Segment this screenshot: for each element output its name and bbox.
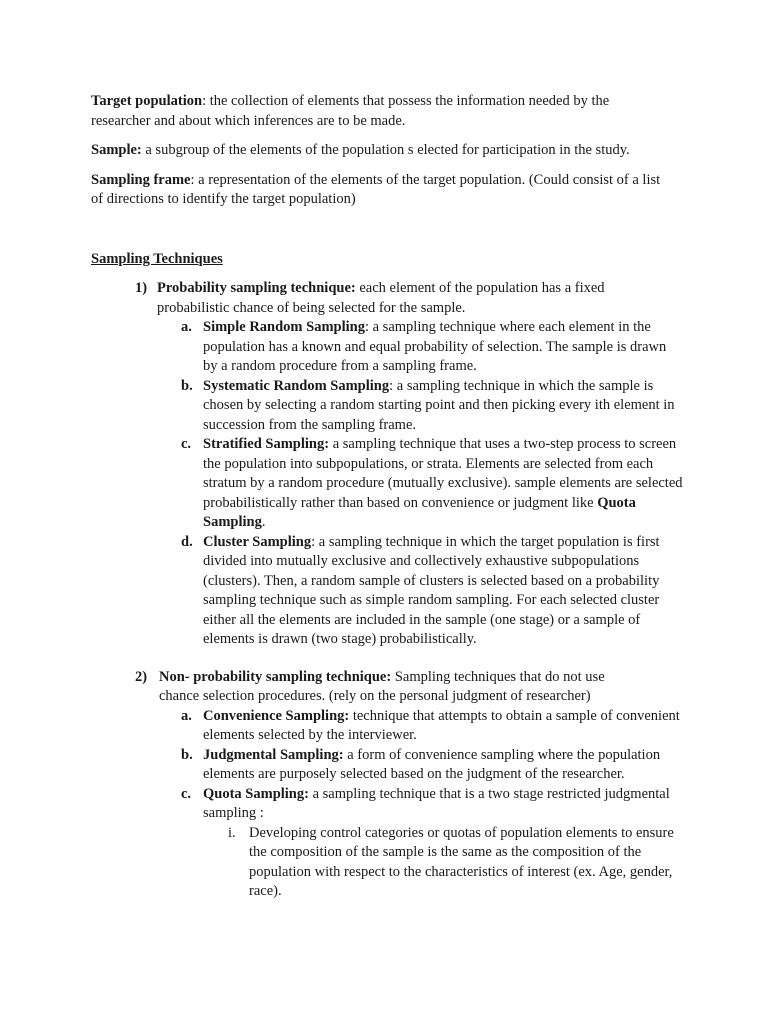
list-item-convenience [181, 707, 683, 746]
list-item-non-probability [135, 668, 639, 707]
definition-sample [91, 141, 671, 161]
list-marker: b. [181, 377, 193, 394]
list-marker: b. [181, 746, 193, 763]
systematic-random-text: : a sampling technique in which the sample is chosen by selecting a random starting point and then picking every ith element in succession from the sampling frame. [203, 377, 675, 433]
list-marker: i. [228, 824, 236, 841]
stratified-text: a sampling technique that uses a two-step process to screen the population into subpopulations, or strata. Elements are selected from each stratum by a random procedure (mutually exclusive). sample elements are selected probabilistically rather than based on convenience or judgment like [203, 436, 683, 511]
non-probability-text: Sampling techniques that do not use chance selection procedures. (rely on the personal judgment of researcher) [159, 668, 605, 704]
term-cluster: Cluster Sampling [203, 533, 312, 550]
list-item-simple-random [181, 318, 683, 377]
judgmental-text: a form of convenience sampling where the population elements are purposely selected based on the judgment of the researcher. [203, 746, 661, 782]
list-marker: 1) [135, 280, 148, 296]
simple-random-text: : a sampling technique where each element in the population has a known and equal probability of selection. The sample is drawn by a random procedure from a sampling frame. [203, 319, 667, 374]
list-marker: a. [181, 319, 192, 335]
list-item-quota-step-1 [228, 824, 689, 902]
list-marker: c. [181, 436, 192, 452]
definition-target-population-text: : the collection of elements that possess the information needed by the researcher and about which inferences are to be made. [91, 93, 610, 129]
list-item-probability [135, 279, 637, 318]
list-item-judgmental [181, 746, 683, 785]
convenience-text: technique that attempts to obtain a sample of convenient elements selected by the interviewer. [203, 707, 680, 743]
list-marker: a. [181, 707, 192, 724]
section-heading: Sampling Techniques [91, 250, 223, 267]
term-convenience: Convenience Sampling: [203, 707, 350, 724]
list-item-systematic-random [181, 377, 683, 436]
list-item-stratified [181, 435, 683, 533]
definition-sampling-frame [91, 171, 671, 210]
list-marker: c. [181, 785, 192, 802]
term-non-probability: Non- probability sampling technique: [159, 668, 392, 685]
probability-sublist [181, 318, 683, 650]
term-quota-reference: Quota Sampling [203, 494, 636, 530]
list-marker: d. [181, 533, 193, 550]
non-probability-sublist [181, 707, 683, 824]
list-marker: 2) [135, 668, 148, 685]
probability-text: each element of the population has a fixed probabilistic chance of being selected for the sample. [157, 280, 605, 316]
definition-target-population [91, 92, 671, 131]
quota-text: a sampling technique that is a two stage restricted judgmental sampling : [203, 785, 670, 821]
list-item-cluster [181, 533, 683, 650]
quota-step-1-text: Developing control categories or quotas of population elements to ensure the composition of the sample is the same as the composition of the population with respect to the characteristics of interest (ex. Age, gender, race). [249, 824, 674, 899]
term-sample: Sample: [91, 142, 142, 158]
term-judgmental: Judgmental Sampling: [203, 746, 344, 763]
term-quota: Quota Sampling: [203, 785, 309, 802]
term-simple-random: Simple Random Sampling [203, 319, 365, 335]
term-stratified: Stratified Sampling: [203, 436, 330, 452]
stratified-text-end: . [261, 514, 266, 530]
list-item-quota [181, 785, 683, 824]
term-target-population: Target population [91, 93, 203, 109]
term-probability: Probability sampling technique: [157, 280, 356, 296]
cluster-text: : a sampling technique in which the target population is first divided into mutually exclusive and collectively exhaustive subpopulations (clusters). Then, a random sample of clusters is selected based on a probability sampling technique such as simple random sampling. For each selected cluster either all the elements are included in the sample (one stage) or a sample of elements is drawn (two stage) probabilistically. [203, 533, 660, 647]
definition-sample-text: a subgroup of the elements of the population s elected for participation in the study. [141, 142, 630, 158]
term-systematic-random: Systematic Random Sampling [203, 377, 390, 394]
term-sampling-frame: Sampling frame [91, 171, 191, 188]
definition-sampling-frame-text: : a representation of the elements of the target population. (Could consist of a list of directions to identify the target population) [91, 171, 661, 207]
